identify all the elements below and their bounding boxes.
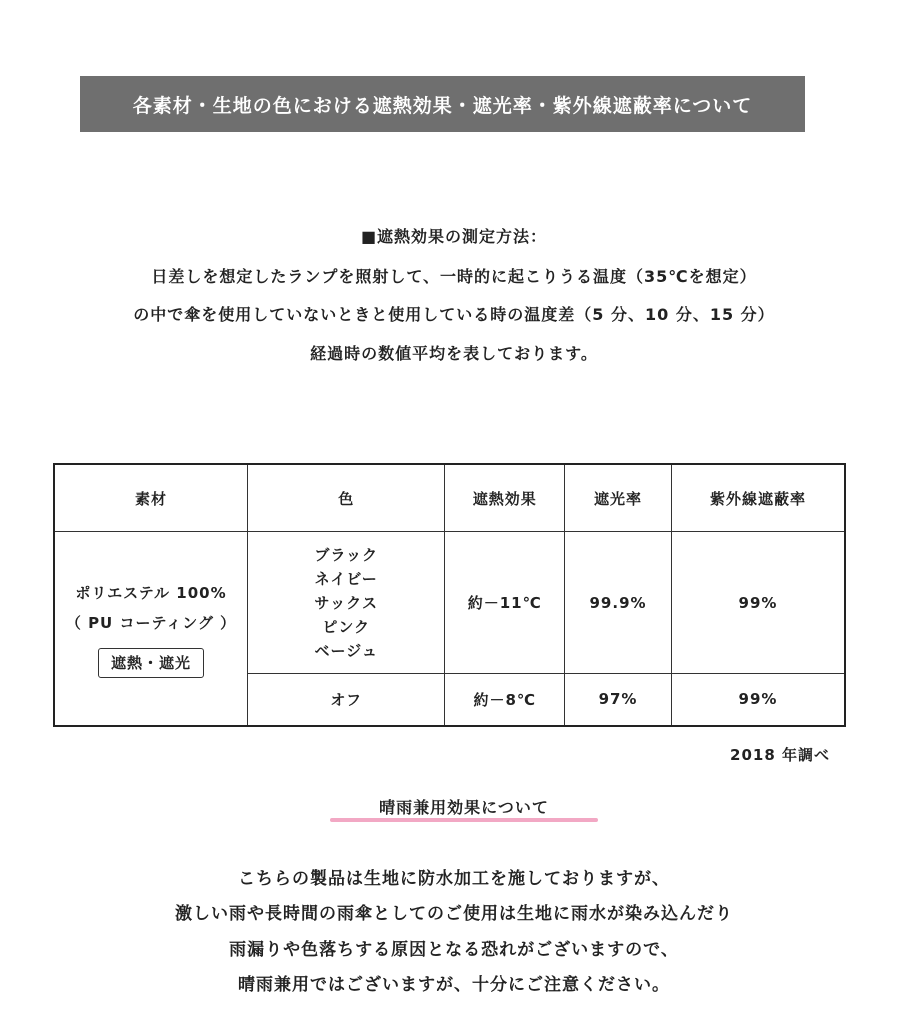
heat-value: 約－8℃ [445,674,565,726]
color-item: サックス [314,593,378,612]
material-cell [54,532,248,726]
rain-section-title: 晴雨兼用効果について [379,798,549,817]
color-item: ブラック [314,545,379,564]
header-heat-effect: 遮熱効果 [445,464,565,532]
color-item: ベージュ [314,641,378,660]
method-title: ■遮熱効果の測定方法： [360,227,548,246]
heat-value: 約－11℃ [445,532,565,674]
header-color: 色 [248,464,445,532]
header-light-block: 遮光率 [565,464,672,532]
spec-table [53,463,846,727]
color-item: オフ [248,674,445,726]
title-underline [330,818,598,822]
feature-badge: 遮熱・遮光 [98,648,204,678]
uv-value: 99% [671,532,845,674]
rain-note-line: こちらの製品は生地に防水加工を施しておりますが、 [238,869,670,889]
table-header-row [54,464,845,532]
material-name: ポリエステル 100% [75,584,227,603]
rain-note-line: 晴雨兼用ではございますが、十分にご注意ください。 [238,975,670,995]
color-item: ピンク [322,617,371,636]
light-value: 97% [565,674,672,726]
uv-value: 99% [671,674,845,726]
rain-note-line: 雨漏りや色落ちする原因となる恐れがございますので、 [229,940,679,960]
light-value: 99.9% [565,532,672,674]
survey-note: 2018 年調べ [730,746,830,764]
color-item: ネイビー [314,569,378,588]
rain-note-line: 激しい雨や長時間の雨傘としてのご使用は生地に雨水が染み込んだり [175,904,733,924]
method-line: の中で傘を使用していないときと使用している時の温度差（5 分、10 分、15 分） [133,305,775,324]
table-row [54,532,845,674]
section-banner: 各素材・生地の色における遮熱効果・遮光率・紫外線遮蔽率について [80,76,805,132]
color-list [248,532,445,674]
method-line: 日差しを想定したランプを照射して、一時的に起こりうる温度（35℃を想定） [151,267,757,286]
method-line: 経過時の数値平均を表しております。 [310,344,598,363]
material-coating: （ PU コーティング ） [65,614,237,633]
header-material: 素材 [54,464,248,532]
header-uv-block: 紫外線遮蔽率 [671,464,845,532]
